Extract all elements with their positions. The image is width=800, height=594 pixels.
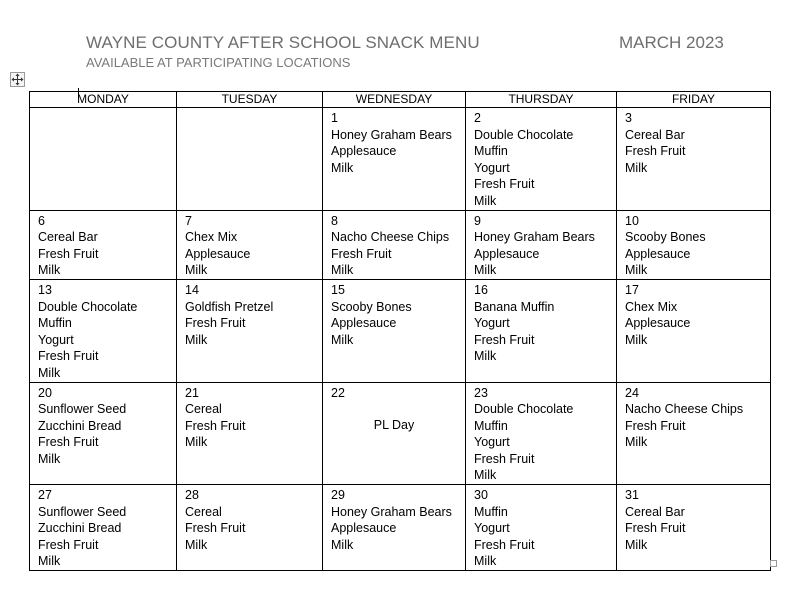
menu-item: Milk xyxy=(331,160,354,175)
menu-item: Sunflower Seed xyxy=(38,504,127,519)
resize-handle-icon[interactable] xyxy=(770,560,777,567)
day-cell xyxy=(30,108,177,211)
menu-item: Sunflower Seed xyxy=(38,402,127,417)
day-header-tuesday: TUESDAY xyxy=(177,92,323,108)
day-cell xyxy=(177,210,323,279)
date-number: 13 xyxy=(38,282,52,297)
menu-item: Goldfish Pretzel xyxy=(185,299,274,314)
date-number: 16 xyxy=(474,282,488,297)
menu-item: Applesauce xyxy=(331,521,397,536)
menu-item: Cereal xyxy=(185,402,222,417)
date-number: 1 xyxy=(331,111,338,125)
day-cell xyxy=(617,279,771,382)
day-cell xyxy=(617,485,771,571)
date-number: 24 xyxy=(625,385,639,400)
menu-item: Yogurt xyxy=(474,316,510,331)
day-cell xyxy=(466,382,617,485)
menu-item: Fresh Fruit xyxy=(625,418,686,433)
day-header-monday: MONDAY xyxy=(30,92,177,108)
menu-item: Scooby Bones xyxy=(625,230,706,245)
menu-item: Yogurt xyxy=(474,435,510,450)
menu-item: Milk xyxy=(185,332,208,347)
menu-item: Double Chocolate xyxy=(38,299,138,314)
date-number: 17 xyxy=(625,282,639,297)
date-number: 21 xyxy=(185,385,199,400)
day-cell xyxy=(466,279,617,382)
date-number: 2 xyxy=(474,111,481,125)
date-number: 31 xyxy=(625,488,639,503)
menu-item: Milk xyxy=(474,554,497,569)
date-number: 28 xyxy=(185,488,199,503)
move-arrows-icon[interactable] xyxy=(10,72,25,87)
menu-item: Muffin xyxy=(474,418,508,433)
table-header-row xyxy=(30,92,771,108)
menu-item: Chex Mix xyxy=(625,299,678,314)
date-number: 7 xyxy=(185,213,192,228)
menu-item: Milk xyxy=(625,537,648,552)
day-header-thursday: THURSDAY xyxy=(466,92,617,108)
menu-item: Chex Mix xyxy=(185,230,238,245)
menu-item: Muffin xyxy=(474,504,508,519)
date-number: 15 xyxy=(331,282,345,297)
day-cell xyxy=(617,382,771,485)
menu-item: Zucchini Bread xyxy=(38,521,122,536)
menu-item: Fresh Fruit xyxy=(474,537,535,552)
date-number: 8 xyxy=(331,213,338,228)
menu-item: Milk xyxy=(38,263,61,278)
menu-item: Honey Graham Bears xyxy=(474,230,595,245)
table-row xyxy=(30,279,771,382)
day-cell xyxy=(30,382,177,485)
menu-item: Milk xyxy=(474,468,497,483)
date-number: 20 xyxy=(38,385,52,400)
table-row xyxy=(30,108,771,211)
menu-item: Banana Muffin xyxy=(474,299,555,314)
day-cell xyxy=(177,382,323,485)
day-cell xyxy=(30,485,177,571)
menu-item: Applesauce xyxy=(625,246,691,261)
date-number: 6 xyxy=(38,213,45,228)
day-cell xyxy=(323,279,466,382)
menu-item: Milk xyxy=(331,332,354,347)
menu-item: Fresh Fruit xyxy=(185,521,246,536)
menu-item: Fresh Fruit xyxy=(474,332,535,347)
menu-item: Milk xyxy=(474,349,497,364)
day-cell xyxy=(323,210,466,279)
menu-item: Milk xyxy=(474,193,497,208)
menu-item: Zucchini Bread xyxy=(38,418,122,433)
menu-item: Cereal Bar xyxy=(625,504,685,519)
menu-item: Fresh Fruit xyxy=(38,435,99,450)
menu-item: Applesauce xyxy=(331,144,397,159)
menu-item: Nacho Cheese Chips xyxy=(625,402,744,417)
date-number: 9 xyxy=(474,213,481,228)
menu-item: Yogurt xyxy=(38,332,74,347)
menu-item: Fresh Fruit xyxy=(185,316,246,331)
day-cell xyxy=(177,108,323,211)
menu-item: Muffin xyxy=(38,316,72,331)
menu-item: Applesauce xyxy=(474,246,540,261)
day-cell xyxy=(323,108,466,211)
menu-item: Milk xyxy=(331,537,354,552)
date-number: 23 xyxy=(474,385,488,400)
date-number: 29 xyxy=(331,488,345,503)
menu-item: Fresh Fruit xyxy=(38,246,99,261)
menu-item: Milk xyxy=(625,263,648,278)
date-number: 27 xyxy=(38,488,52,503)
menu-item: Milk xyxy=(185,537,208,552)
menu-item: Yogurt xyxy=(474,160,510,175)
menu-item: Milk xyxy=(38,365,61,380)
menu-item: Fresh Fruit xyxy=(474,177,535,192)
table-row xyxy=(30,485,771,571)
month-label: MARCH 2023 xyxy=(619,33,724,52)
menu-item: Milk xyxy=(625,160,648,175)
page-subtitle: AVAILABLE AT PARTICIPATING LOCATIONS xyxy=(86,55,351,70)
menu-item: Double Chocolate xyxy=(474,402,574,417)
menu-item: Fresh Fruit xyxy=(625,144,686,159)
day-cell xyxy=(30,210,177,279)
date-number: 30 xyxy=(474,488,488,503)
menu-item: Fresh Fruit xyxy=(625,521,686,536)
day-cell xyxy=(323,382,466,485)
day-note: PL Day xyxy=(373,418,415,433)
menu-item: Honey Graham Bears xyxy=(331,127,452,142)
menu-item: Nacho Cheese Chips xyxy=(331,230,450,245)
menu-item: Scooby Bones xyxy=(331,299,412,314)
day-cell xyxy=(30,279,177,382)
page-title: WAYNE COUNTY AFTER SCHOOL SNACK MENU xyxy=(86,33,480,52)
menu-item: Fresh Fruit xyxy=(331,246,392,261)
menu-item: Applesauce xyxy=(625,316,691,331)
day-cell xyxy=(617,210,771,279)
day-cell xyxy=(323,485,466,571)
menu-item: Muffin xyxy=(474,144,508,159)
table-body xyxy=(30,108,771,571)
table-row xyxy=(30,382,771,485)
menu-item: Applesauce xyxy=(185,246,251,261)
menu-item: Fresh Fruit xyxy=(38,349,99,364)
day-cell xyxy=(177,485,323,571)
day-cell xyxy=(177,279,323,382)
date-number: 10 xyxy=(625,213,639,228)
menu-item: Milk xyxy=(625,332,648,347)
menu-item: Cereal Bar xyxy=(625,127,685,142)
menu-item: Milk xyxy=(625,435,648,450)
menu-item: Honey Graham Bears xyxy=(331,504,452,519)
menu-item: Fresh Fruit xyxy=(474,451,535,466)
menu-item: Milk xyxy=(331,263,354,278)
date-number: 22 xyxy=(331,385,345,400)
menu-item: Yogurt xyxy=(474,521,510,536)
day-header-friday: FRIDAY xyxy=(617,92,771,108)
menu-item: Cereal xyxy=(185,504,222,519)
day-cell xyxy=(617,108,771,211)
menu-item: Fresh Fruit xyxy=(38,537,99,552)
menu-item: Milk xyxy=(185,263,208,278)
day-header-wednesday: WEDNESDAY xyxy=(323,92,466,108)
menu-item: Milk xyxy=(185,435,208,450)
menu-item: Fresh Fruit xyxy=(185,418,246,433)
day-cell xyxy=(466,485,617,571)
snack-menu-table xyxy=(29,91,771,571)
menu-item: Milk xyxy=(38,451,61,466)
date-number: 14 xyxy=(185,282,199,297)
table-row xyxy=(30,210,771,279)
menu-item: Milk xyxy=(474,263,497,278)
menu-item: Milk xyxy=(38,554,61,569)
date-number: 3 xyxy=(625,111,632,125)
menu-item: Double Chocolate xyxy=(474,127,574,142)
menu-item: Applesauce xyxy=(331,316,397,331)
day-cell xyxy=(466,210,617,279)
day-cell xyxy=(466,108,617,211)
menu-item: Cereal Bar xyxy=(38,230,98,245)
